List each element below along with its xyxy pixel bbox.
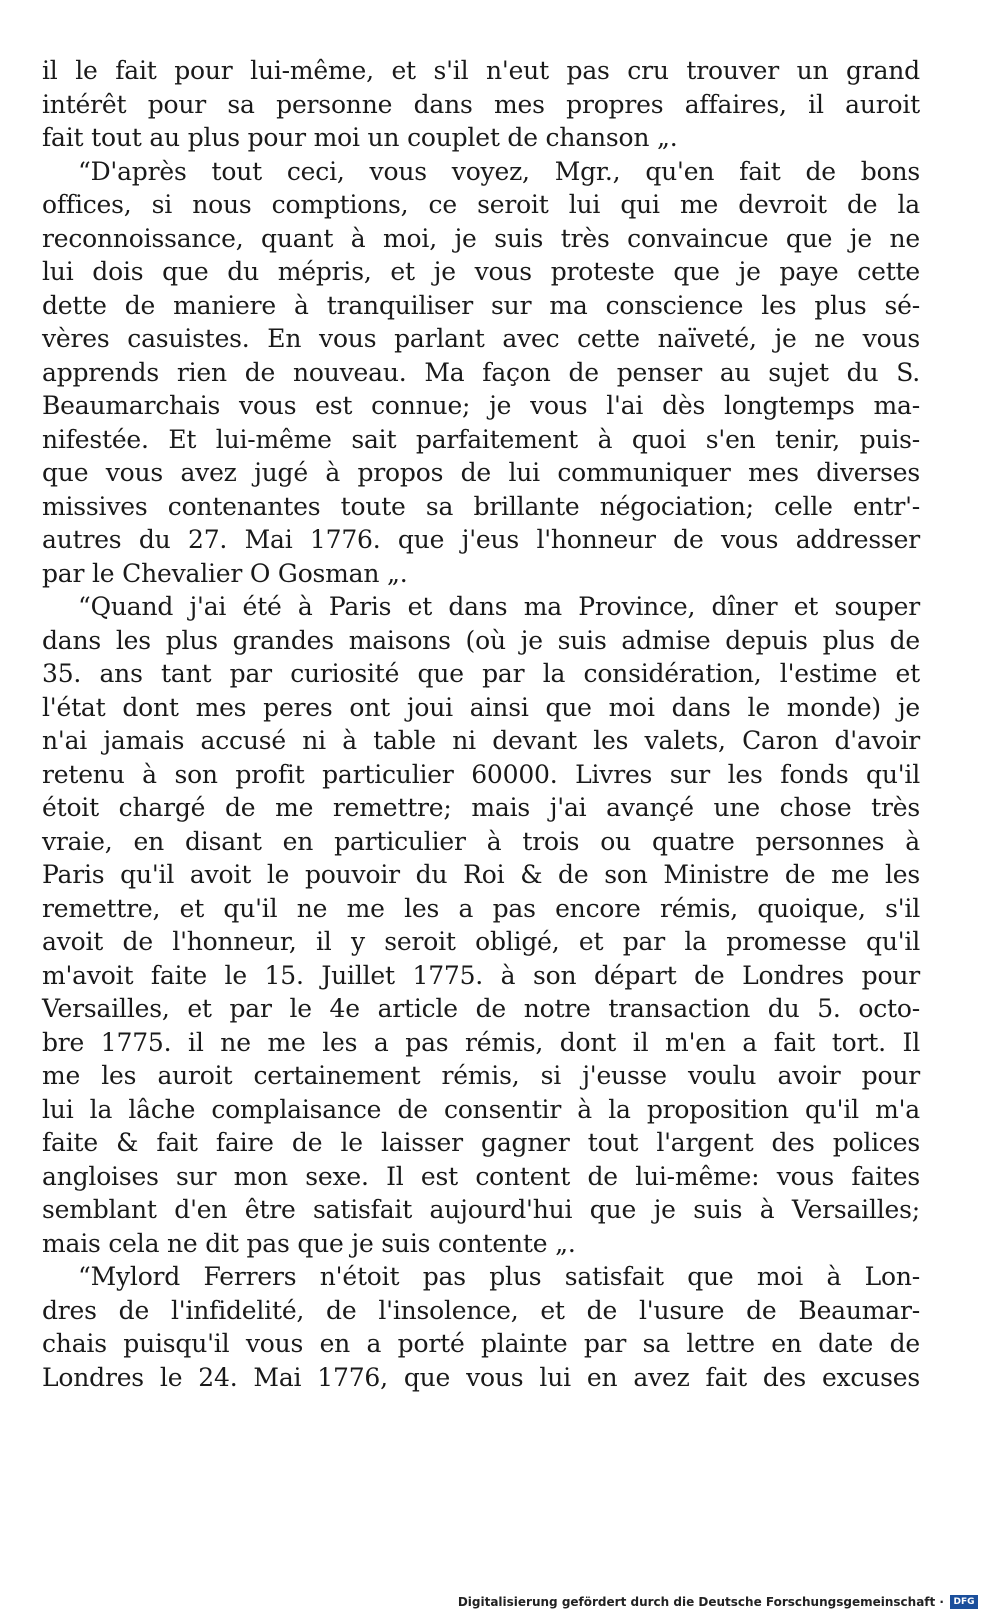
digitization-credit [458,1592,978,1612]
text-line: n'ai jamais accusé ni à table ni devant les valets, Caron d'avoir [42,726,920,755]
text-line: intérêt pour sa personne dans mes propres affaires, il auroit [42,89,920,119]
text-line: l'état dont mes peres ont joui ainsi que moi dans le monde) je [42,692,920,722]
dfg-logo: DFG [950,1595,978,1609]
text-line: lui la lâche complaisance de consentir à la proposition qu'il m'a [42,1094,920,1124]
text-line: avoit de l'honneur, il y seroit obligé, et par la promesse qu'il [42,927,920,956]
text-line: Versailles, et par le 4e article de notre transaction du 5. octo- [42,994,920,1023]
text-body [42,54,920,1394]
text-line: faite & fait faire de le laisser gagner tout l'argent des polices [42,1128,920,1157]
text-line: m'avoit faite le 15. Juillet 1775. à son départ de Londres pour [42,960,920,990]
text-line: angloises sur mon sexe. Il est content de lui-même: vous faites [42,1161,920,1191]
text-line: vères casuistes. En vous parlant avec cette naïveté, je ne vous [42,324,920,353]
text-line: Beaumarchais vous est connue; je vous l'ai dès longtemps ma- [42,391,920,420]
text-line: lui dois que du mépris, et je vous proteste que je paye cette [42,257,920,286]
paragraph-first-line: “D'après tout ceci, vous voyez, Mgr., qu'en fait de bons [78,156,920,186]
text-line: vraie, en disant en particulier à trois ou quatre personnes à [42,826,920,856]
credit-text: Digitalisierung gefördert durch die Deutsche Forschungsgemeinschaft · [457,1595,944,1609]
text-line: autres du 27. Mai 1776. que j'eus l'honneur de vous addresser [42,525,920,554]
text-line: bre 1775. il ne me les a pas rémis, dont il m'en a fait tort. Il [42,1027,920,1057]
paragraph-first-line: “Mylord Ferrers n'étoit pas plus satisfait que moi à Lon- [78,1262,920,1291]
text-line: semblant d'en être satisfait aujourd'hui que je suis à Versailles; [42,1195,920,1224]
text-line: chais puisqu'il vous en a porté plainte par sa lettre en date de [42,1329,920,1358]
text-line: me les auroit certainement rémis, si j'eusse voulu avoir pour [42,1061,920,1090]
text-line: offices, si nous comptions, ce seroit lui qui me devroit de la [42,190,920,219]
text-line: dans les plus grandes maisons (où je suis admise depuis plus de [42,625,920,655]
text-line: Londres le 24. Mai 1776, que vous lui en avez fait des excuses [42,1362,920,1392]
text-line: il le fait pour lui-même, et s'il n'eut pas cru trouver un grand [42,56,920,85]
text-line: 35. ans tant par curiosité que par la considération, l'estime et [42,659,920,688]
text-line: par le Chevalier O Gosman „. [42,558,408,588]
paragraph-first-line: “Quand j'ai été à Paris et dans ma Province, dîner et souper [78,592,920,621]
text-line: Paris qu'il avoit le pouvoir du Roi & de son Ministre de me les [42,860,920,889]
text-line: dette de maniere à tranquiliser sur ma conscience les plus sé- [42,290,920,320]
text-line: missives contenantes toute sa brillante négociation; celle entr'- [42,491,920,521]
text-line: fait tout au plus pour moi un couplet de chanson „. [42,123,678,152]
text-line: retenu à son profit particulier 60000. Livres sur les fonds qu'il [42,759,920,789]
text-line: que vous avez jugé à propos de lui communiquer mes diverses [42,458,920,487]
text-line: reconnoissance, quant à moi, je suis très convaincue que je ne [42,223,920,253]
text-line: étoit chargé de me remettre; mais j'ai avançé une chose très [42,793,920,822]
text-line: apprends rien de nouveau. Ma façon de penser au sujet du S. [42,357,920,387]
text-line: mais cela ne dit pas que je suis contente „. [42,1228,576,1258]
text-line: dres de l'infidelité, de l'insolence, et de l'usure de Beaumar- [42,1295,920,1325]
text-line: nifestée. Et lui-même sait parfaitement à quoi s'en tenir, puis- [42,424,920,454]
text-line: remettre, et qu'il ne me les a pas encore rémis, quoique, s'il [42,893,920,923]
